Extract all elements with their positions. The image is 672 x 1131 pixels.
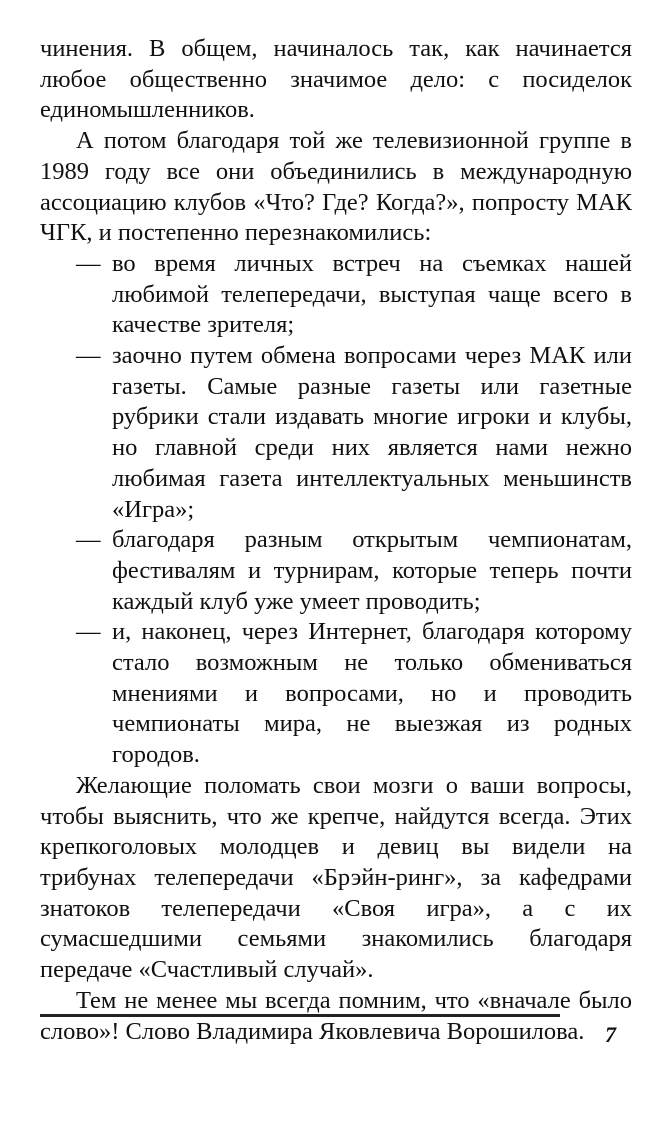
list-item [40,341,632,525]
list-item-text: заочно путем обмена вопросами через МАК или газеты. Самые разные газеты или газетные рубрики стали издавать многие игроки и клубы, но главной среди них является нами нежно любимая газета интеллектуальных меньшинств «Игра»; [112,342,632,523]
body-text [40,34,632,1047]
list-item-text: благодаря разным открытым чемпионатам, фестивалям и турнирам, которые теперь почти каждый клуб уже умеет проводить; [112,526,632,615]
bullet-dash: — [76,342,101,370]
list-item [40,249,632,341]
paragraph-continuation: чинения. В общем, начиналось так, как начинается любое общественно значимое дело: с посиделок единомышленников. [40,35,632,124]
bullet-dash: — [76,249,101,277]
bullet-dash: — [76,526,101,554]
list-item-text: и, наконец, через Интернет, благодаря которому стало возможным не только обмениваться мнениями и вопросами, но и проводить чемпионаты мира, не выезжая из родных городов. [112,618,632,769]
paragraph-closing: Тем не менее мы всегда помним, что «вначале было слово»! Слово Владимира Яковлевича Ворошилова. [40,986,632,1045]
list-item-text: во время личных встреч на съемках нашей любимой телепередачи, выступая чаще всего в качестве зрителя; [112,249,632,339]
list-item [40,617,632,771]
paragraph-players: Желающие поломать свои мозги о ваши вопросы, чтобы выяснить, что же крепче, найдутся всегда. Этих крепкоголовых молодцев и девиц вы видели на трибунах телепередачи «Брэйн-ринг», за кафедрами знатоков телепередачи «Своя игра», а с их сумасшедшими семьями знакомились благодаря передаче «Счастливый случай». [40,771,632,984]
paragraph-association: А потом благодаря той же телевизионной группе в 1989 году все они объединились в международную ассоциацию клубов «Что? Где? Когда?», попросту МАК ЧГК, и постепенно перезнакомились: [40,127,632,247]
page-number: 7 [605,1022,616,1047]
bullet-list [40,249,632,771]
bullet-dash: — [76,618,101,646]
footer-rule [40,1014,560,1017]
list-item [40,525,632,617]
